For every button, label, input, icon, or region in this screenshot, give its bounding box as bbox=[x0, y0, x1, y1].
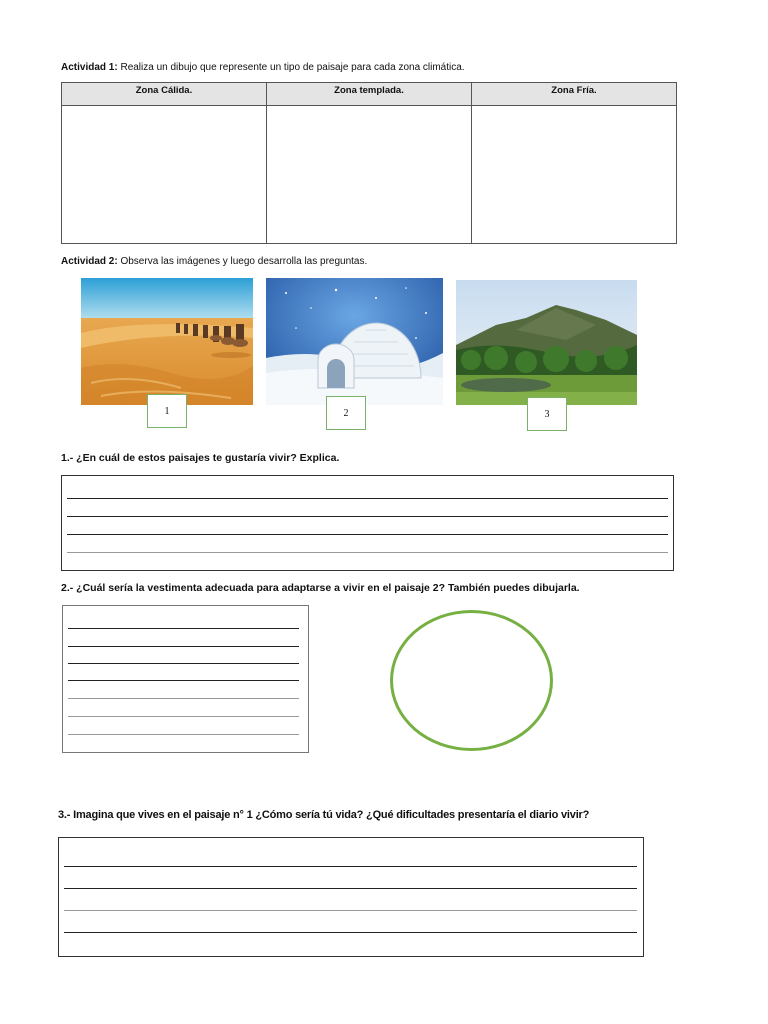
activity2-instruction bbox=[61, 256, 367, 267]
question1-number: 1.- bbox=[61, 452, 77, 464]
question2 bbox=[61, 582, 580, 594]
image-number-box-3: 3 bbox=[527, 397, 567, 431]
zone-drawing-cell-cold[interactable] bbox=[472, 106, 676, 243]
zone-header-temperate: Zona templada. bbox=[267, 83, 471, 106]
question3-number: 3.- bbox=[58, 809, 74, 821]
zone-header-cold: Zona Fría. bbox=[472, 83, 676, 106]
image-number-box-2: 2 bbox=[326, 396, 366, 430]
answer-line bbox=[67, 498, 668, 499]
answer-line bbox=[64, 866, 637, 867]
answer-line bbox=[64, 910, 637, 911]
answer-line bbox=[64, 888, 637, 889]
answer-line bbox=[68, 680, 299, 681]
climate-zone-table bbox=[61, 82, 677, 244]
question1-text: ¿En cuál de estos paisajes te gustaría vivir? Explica. bbox=[76, 452, 340, 464]
zone-column-cold bbox=[472, 83, 676, 243]
activity1-instruction bbox=[61, 62, 465, 73]
zone-drawing-cell-temperate[interactable] bbox=[267, 106, 471, 243]
question3-answer-box[interactable] bbox=[58, 837, 644, 957]
drawing-oval[interactable] bbox=[390, 610, 553, 751]
desert-image bbox=[81, 278, 253, 405]
answer-line bbox=[67, 534, 668, 535]
answer-line bbox=[68, 698, 299, 699]
answer-line bbox=[68, 646, 299, 647]
answer-line bbox=[67, 552, 668, 553]
activity2-text: Observa las imágenes y luego desarrolla las preguntas. bbox=[117, 256, 368, 267]
question2-number: 2.- bbox=[61, 582, 77, 594]
zone-header-warm: Zona Cálida. bbox=[62, 83, 266, 106]
answer-line bbox=[67, 516, 668, 517]
answer-line bbox=[64, 932, 637, 933]
question3 bbox=[58, 809, 589, 821]
activity1-text: Realiza un dibujo que represente un tipo de paisaje para cada zona climática. bbox=[117, 62, 465, 73]
activity2-label: Actividad 2: bbox=[61, 256, 118, 267]
igloo-image bbox=[266, 278, 443, 405]
answer-line bbox=[68, 716, 299, 717]
activity1-label: Actividad 1: bbox=[61, 62, 118, 73]
question1 bbox=[61, 452, 339, 464]
mountain-image bbox=[456, 280, 637, 405]
zone-column-warm bbox=[62, 83, 267, 243]
zone-column-temperate bbox=[267, 83, 472, 243]
image-number-box-1: 1 bbox=[147, 394, 187, 428]
question2-text: ¿Cuál sería la vestimenta adecuada para adaptarse a vivir en el paisaje 2? También puedes dibujarla. bbox=[76, 582, 580, 594]
answer-line bbox=[68, 663, 299, 664]
question3-text: Imagina que vives en el paisaje n° 1 ¿Cómo sería tú vida? ¿Qué dificultades presentaría el diario vivir? bbox=[73, 809, 590, 821]
question2-answer-box[interactable] bbox=[62, 605, 309, 753]
question1-answer-box[interactable] bbox=[61, 475, 674, 571]
answer-line bbox=[68, 628, 299, 629]
answer-line bbox=[68, 734, 299, 735]
zone-drawing-cell-warm[interactable] bbox=[62, 106, 266, 243]
